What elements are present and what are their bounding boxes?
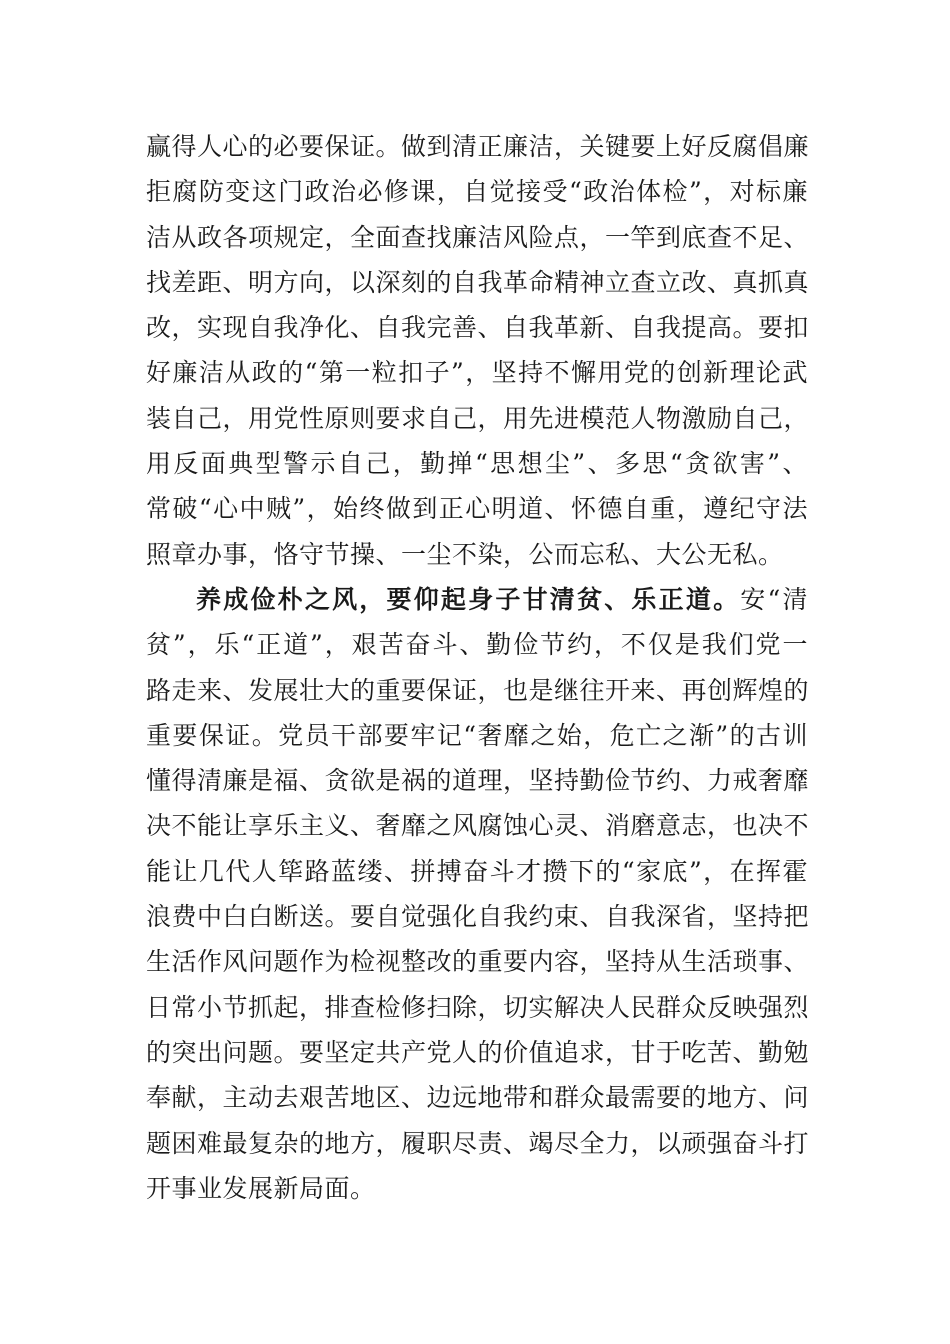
text-segment: 安“清 [740, 584, 808, 614]
text-line: 奉献，主动去艰苦地区、边远地带和群众最需要的地方、问 [146, 1083, 810, 1113]
text-line: 拒腐防变这门政治必修课，自觉接受“政治体检”，对标廉 [146, 177, 808, 207]
text-line: 浪费中白白断送。要自觉强化自我约束、自我深省，坚持把 [146, 902, 810, 932]
text-line: 装自己，用党性原则要求自己，用先进模范人物激励自己， [146, 403, 810, 433]
text-line: 赢得人心的必要保证。做到清正廉洁，关键要上好反腐倡廉 [146, 132, 810, 161]
paragraph-1 [146, 124, 808, 577]
text-line: 好廉洁从政的“第一粒扣子”，坚持不懈用党的创新理论武 [146, 358, 808, 388]
text-line: 生活作风问题作为检视整改的重要内容，坚持从生活琐事、 [146, 947, 810, 977]
paragraph-heading: 养成俭朴之风，要仰起身子甘清贫、乐正道。 [196, 584, 741, 614]
text-line: 路走来、发展壮大的重要保证，也是继往开来、再创辉煌的 [146, 675, 810, 705]
text-line: 开事业发展新局面。 [146, 1173, 376, 1203]
text-line: 重要保证。党员干部要牢记“奢靡之始，危亡之渐”的古训 [146, 720, 808, 750]
text-line: 常破“心中贼”，始终做到正心明道、怀德自重，遵纪守法 [146, 494, 808, 524]
text-line: 贫”，乐“正道”，艰苦奋斗、勤俭节约，不仅是我们党一 [146, 630, 808, 660]
paragraph-first-line [146, 577, 808, 622]
text-line: 能让几代人筚路蓝缕、拼搏奋斗才攒下的“家底”，在挥霍 [146, 856, 808, 886]
text-line: 题困难最复杂的地方，履职尽责、竭尽全力，以顽强奋斗打 [146, 1128, 810, 1158]
body-text [146, 124, 808, 1211]
text-line: 找差距、明方向，以深刻的自我革命精神立查立改、真抓真 [146, 267, 810, 297]
text-line: 日常小节抓起，排查检修扫除，切实解决人民群众反映强烈 [146, 992, 810, 1022]
text-line: 用反面典型警示自己，勤掸“思想尘”、多思“贪欲害”、 [146, 449, 808, 479]
text-line: 懂得清廉是福、贪欲是祸的道理，坚持勤俭节约、力戒奢靡 [146, 766, 810, 796]
text-line: 洁从政各项规定，全面查找廉洁风险点，一竿到底查不足、 [146, 222, 810, 252]
text-line: 照章办事，恪守节操、一尘不染，公而忘私、大公无私。 [146, 539, 784, 569]
text-line: 决不能让享乐主义、奢靡之风腐蚀心灵、消磨意志，也决不 [146, 811, 810, 841]
text-line: 改，实现自我净化、自我完善、自我革新、自我提高。要扣 [146, 313, 810, 343]
text-line: 的突出问题。要坚定共产党人的价值追求，甘于吃苦、勤勉 [146, 1037, 810, 1067]
paragraph-2 [146, 577, 808, 1211]
